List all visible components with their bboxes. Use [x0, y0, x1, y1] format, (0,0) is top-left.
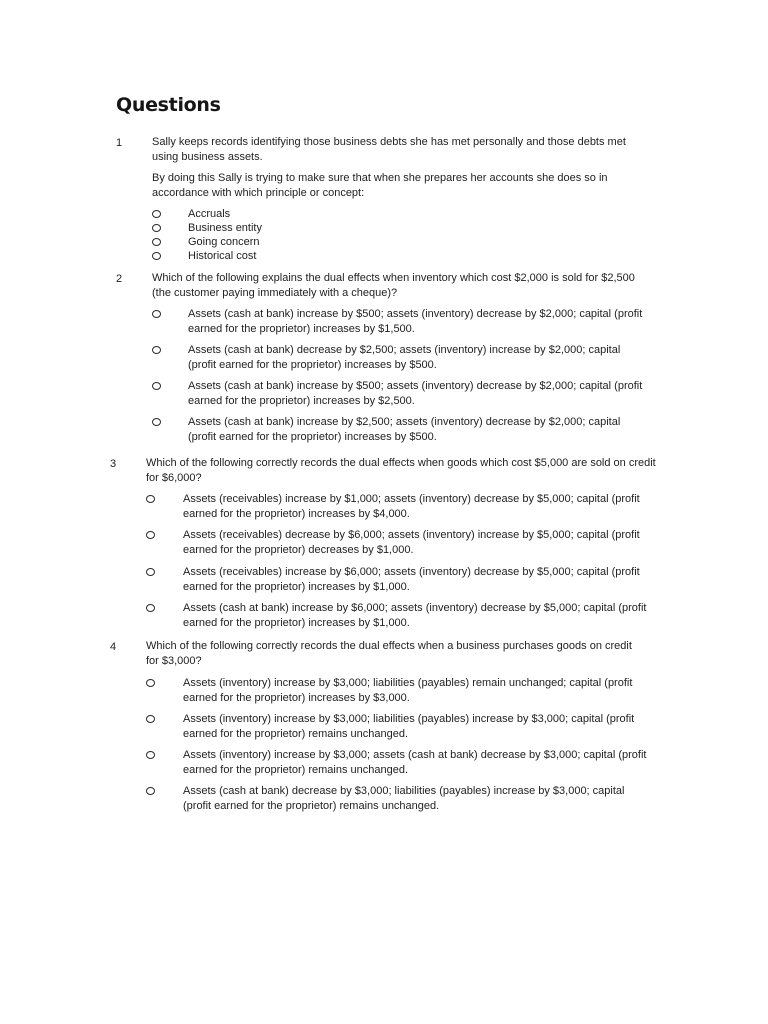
option-text: Assets (cash at bank) increase by $500; assets (inventory) decrease by $2,000; capital (profit earned for the proprietor) increases by $2,500.: [188, 380, 643, 407]
question-number: 3: [110, 458, 117, 470]
radio-option[interactable]: [152, 418, 161, 426]
radio-option[interactable]: [146, 495, 155, 503]
option-text: Assets (inventory) increase by $3,000; assets (cash at bank) decrease by $3,000; capital (profit earned for the proprietor) remains unchanged.: [183, 749, 647, 776]
page-title: Questions: [116, 94, 221, 116]
radio-option[interactable]: [152, 252, 161, 260]
option-text: Assets (cash at bank) increase by $2,500; assets (inventory) decrease by $2,000; capital (profit earned for the proprietor) increases by $500.: [188, 416, 621, 443]
option-text: Accruals: [188, 208, 231, 220]
option-text: Going concern: [188, 236, 260, 248]
question-stem: By doing this Sally is trying to make sure that when she prepares her accounts she does so in accordance with which principle or concept:: [152, 172, 608, 199]
question-stem: Which of the following correctly records the dual effects when goods which cost $5,000 are sold on credit for $6,000?: [146, 457, 656, 484]
radio-option[interactable]: [152, 382, 161, 390]
question-stem: Sally keeps records identifying those business debts she has met personally and those debts met using business assets.: [152, 136, 626, 163]
option-text: Assets (inventory) increase by $3,000; liabilities (payables) remain unchanged; capital (profit earned for the proprietor) increases by $3,000.: [183, 677, 633, 704]
radio-option[interactable]: [146, 751, 155, 759]
radio-option[interactable]: [152, 224, 161, 232]
radio-option[interactable]: [146, 679, 155, 687]
option-text: Assets (cash at bank) decrease by $3,000; liabilities (payables) increase by $3,000; capital (profit earned for the proprietor) remains unchanged.: [183, 785, 625, 812]
question-number: 4: [110, 641, 117, 653]
question-stem: Which of the following correctly records the dual effects when a business purchases goods on credit for $3,000?: [146, 640, 632, 667]
radio-option[interactable]: [152, 238, 161, 246]
option-text: Assets (cash at bank) increase by $500; assets (inventory) decrease by $2,000; capital (profit earned for the proprietor) increases by $1,500.: [188, 308, 643, 335]
radio-option[interactable]: [146, 787, 155, 795]
radio-option[interactable]: [146, 568, 155, 576]
option-text: Assets (cash at bank) increase by $6,000; assets (inventory) decrease by $5,000; capital (profit earned for the proprietor) increases by $1,000.: [183, 602, 647, 629]
radio-option[interactable]: [152, 346, 161, 354]
radio-option[interactable]: [146, 531, 155, 539]
question-number: 1: [116, 137, 123, 149]
question-stem: Which of the following explains the dual effects when inventory which cost $2,000 is sold for $2,500 (the customer paying immediately with a cheque)?: [152, 272, 635, 299]
option-text: Business entity: [188, 222, 262, 234]
option-text: Historical cost: [188, 250, 257, 262]
option-text: Assets (receivables) increase by $1,000; assets (inventory) decrease by $5,000; capital (profit earned for the proprietor) increases by $4,000.: [183, 493, 640, 520]
option-text: Assets (inventory) increase by $3,000; liabilities (payables) increase by $3,000; capital (profit earned for the proprietor) remains unchanged.: [183, 713, 635, 740]
option-text: Assets (cash at bank) decrease by $2,500; assets (inventory) increase by $2,000; capital (profit earned for the proprietor) increases by $500.: [188, 344, 621, 371]
radio-option[interactable]: [152, 310, 161, 318]
option-text: Assets (receivables) increase by $6,000; assets (inventory) decrease by $5,000; capital (profit earned for the proprietor) increases by $1,000.: [183, 566, 640, 593]
radio-option[interactable]: [146, 604, 155, 612]
option-text: Assets (receivables) decrease by $6,000; assets (inventory) increase by $5,000; capital (profit earned for the proprietor) decreases by $1,000.: [183, 529, 640, 556]
radio-option[interactable]: [146, 715, 155, 723]
question-number: 2: [116, 273, 123, 285]
radio-option[interactable]: [152, 210, 161, 218]
